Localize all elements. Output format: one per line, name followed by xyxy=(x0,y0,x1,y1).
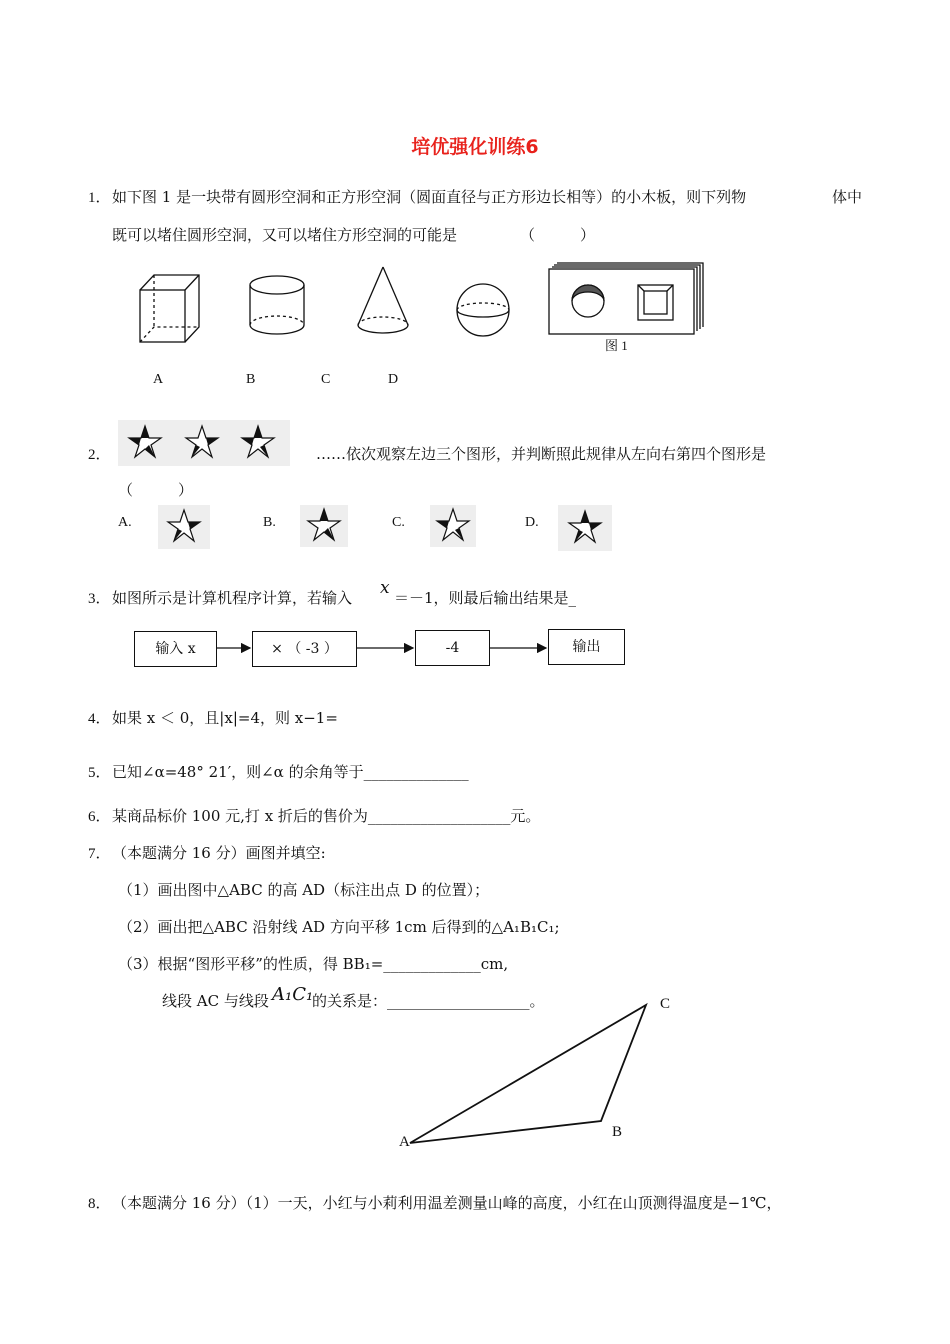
q3-text2: ＝－1，则最后输出结果是_ xyxy=(394,589,577,607)
q2-option-a: A. xyxy=(118,515,132,530)
q1-option-c: C xyxy=(321,372,331,387)
q1-line2: 既可以堵住圆形空洞，又可以堵住方形空洞的可能是 xyxy=(112,226,458,244)
sphere-figure xyxy=(457,284,509,336)
q7-item-1: （1）画出图中△ABC 的高 AD（标注出点 D 的位置）； xyxy=(118,881,490,899)
flow-subtract-box: -4 xyxy=(415,630,490,666)
q5-text: 已知∠α=48° 21′，则∠α 的余角等于______________ xyxy=(112,763,469,781)
q3-number: 3． xyxy=(88,591,111,607)
q1-number: 1． xyxy=(88,190,111,206)
q1-solids-figure xyxy=(130,255,720,355)
q7-item-2: （2）画出把△ABC 沿射线 AD 方向平移 1cm 后得到的△A₁B₁C₁; xyxy=(118,918,560,936)
q1-answer-paren: （ ） xyxy=(520,226,596,244)
q2-option-c-star xyxy=(430,505,476,547)
point-a-label: A xyxy=(399,1134,410,1150)
q1-option-d: D xyxy=(388,372,399,387)
q2-star-sequence xyxy=(118,420,290,466)
triangle-abc-figure xyxy=(390,990,690,1155)
board-figure xyxy=(549,263,703,334)
q2-option-b: B. xyxy=(263,515,276,530)
flow-arrows xyxy=(0,630,950,670)
q7-item-3: （3）根据“图形平移”的性质，得 BB₁=_____________cm, xyxy=(118,955,509,973)
q2-option-d-star xyxy=(558,505,612,551)
cube-figure xyxy=(140,275,199,342)
q6-text: 某商品标价 100 元,打 x 折后的售价为___________________元。 xyxy=(112,807,541,825)
point-b-label: B xyxy=(612,1124,623,1140)
q1-option-b: B xyxy=(246,372,256,387)
q1-option-a: A xyxy=(153,372,164,387)
q8-text: （本题满分 16 分）（1）一天，小红与小莉利用温差测量山峰的高度，小红在山顶测得温度是−1℃， xyxy=(112,1194,782,1212)
q7-text: （本题满分 16 分）画图并填空: xyxy=(112,844,326,862)
flow-output-box: 输出 xyxy=(548,629,625,665)
q2-option-a-star xyxy=(158,505,210,549)
q2-option-b-star xyxy=(300,505,348,547)
q7-line4-b: 的关系是：___________________。 xyxy=(312,992,545,1010)
q6-number: 6． xyxy=(88,809,111,825)
q4-number: 4． xyxy=(88,711,111,727)
page-title: 培优强化训练6 xyxy=(411,136,539,158)
q8-number: 8． xyxy=(88,1196,111,1212)
q7-number: 7． xyxy=(88,846,111,862)
q7-a1c1-math: A₁C₁ xyxy=(272,984,314,1005)
q7-line4-a: 线段 AC 与线段 xyxy=(162,992,269,1010)
q2-option-d: D. xyxy=(525,515,539,530)
q4-text: 如果 x ＜ 0，且|x|=4，则 x−1= xyxy=(112,709,338,727)
q2-number: 2． xyxy=(88,447,111,463)
point-c-label: C xyxy=(660,996,671,1012)
q2-text: ……依次观察左边三个图形，并判断照此规律从左向右第四个图形是 xyxy=(316,445,767,463)
q3-text: 如图所示是计算机程序计算，若输入 xyxy=(112,589,353,607)
q1-line1-end: 体中 xyxy=(832,188,863,206)
q2-answer-paren: （ ） xyxy=(118,481,194,499)
flow-input-box: 输入 x xyxy=(134,631,217,667)
q2-option-c: C. xyxy=(392,515,405,530)
q3-var-x: x xyxy=(380,578,390,598)
figure-1-caption: 图 1 xyxy=(605,338,628,353)
q5-number: 5． xyxy=(88,765,111,781)
cone-figure xyxy=(358,267,408,333)
flow-multiply-box: × （ -3 ） xyxy=(252,631,357,667)
cylinder-figure xyxy=(250,276,304,334)
q1-line1: 如下图 1 是一块带有圆形空洞和正方形空洞（圆面直径与正方形边长相等）的小木板，则下列物 xyxy=(112,188,747,206)
